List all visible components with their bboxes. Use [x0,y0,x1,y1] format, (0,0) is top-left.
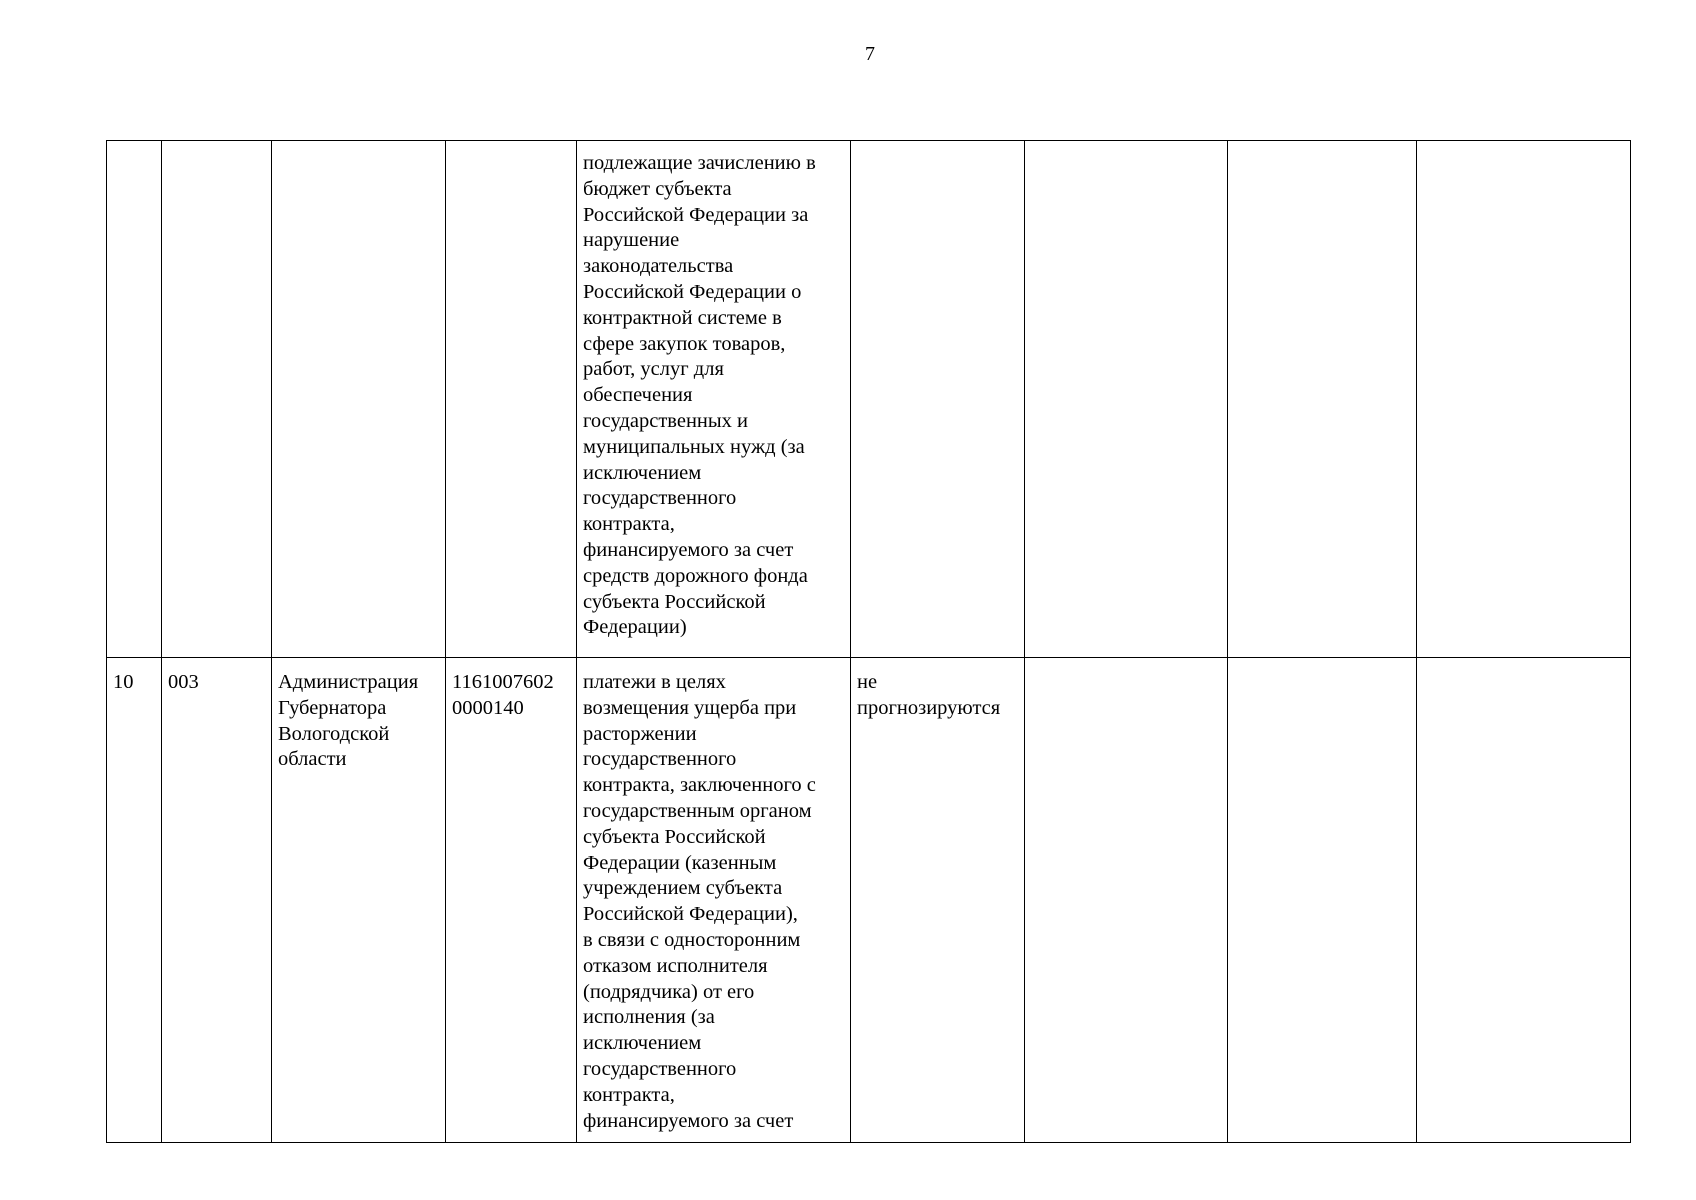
cell-kbk [446,658,577,1143]
cell-administrator [272,658,446,1143]
description-line: платежи в целях [583,671,726,693]
forecast-line: не [857,671,878,693]
administrator-line: области [278,748,347,771]
description-line: сфере закупок товаров, [583,332,786,355]
description-line: муниципальных нужд (за [583,435,805,458]
cell-col7 [1025,141,1228,658]
description-line: Российской Федерации), [583,903,798,926]
cell-kbk [446,141,577,658]
description-line: в связи с односторонним [583,928,801,951]
description-line: контрактной системе в [583,306,782,329]
cell-col8 [1228,141,1417,658]
description-line: финансируемого за счет [583,1109,794,1132]
description-line: возмещения ущерба при [583,696,797,719]
table-row-continuation [107,141,1631,658]
cell-forecast [851,141,1025,658]
forecast-line: прогнозируются [857,696,1001,719]
description-line: государственного [583,487,737,510]
kbk-line: 1161007602 [452,671,554,693]
description-line: контракта, [583,1083,675,1106]
cell-code [162,141,272,658]
administrator-line: Губернатора [278,696,387,719]
description-line: субъекта Российской [583,590,766,613]
table-body [107,141,1631,1143]
kbk-line: 0000140 [452,696,524,719]
description-line: подлежащие зачислению в [583,152,816,174]
description-line: работ, услуг для [583,358,724,381]
description-line: Федерации (казенным [583,851,777,874]
description-line: финансируемого за счет [583,538,794,561]
description-line: исполнения (за [583,1006,715,1029]
description-line: учреждением субъекта [583,877,783,900]
description-line: бюджет субъекта [583,177,732,200]
cell-col8 [1228,658,1417,1143]
description-line: контракта, [583,513,675,536]
cell-col9 [1417,141,1631,658]
page-number: 7 [865,43,875,65]
description-line: Российской Федерации о [583,280,802,303]
cell-col9 [1417,658,1631,1143]
description-line: средств дорожного фонда [583,564,808,587]
description-line: исключением [583,1032,702,1055]
description-line: государственного [583,1057,737,1080]
cell-administrator [272,141,446,658]
description-line: расторжении [583,722,697,745]
cell-col7 [1025,658,1228,1143]
cell-no: 10 [107,658,162,1143]
description-line: государственным органом [583,799,812,822]
cell-description [577,141,851,658]
description-line: обеспечения [583,384,693,407]
description-line: исключением [583,461,702,484]
administrator-line: Вологодской [278,722,390,745]
description-line: законодательства [583,255,734,278]
cell-code: 003 [162,658,272,1143]
description-line: контракта, заключенного с [583,774,816,797]
cell-forecast [851,658,1025,1143]
cell-no [107,141,162,658]
description-line: (подрядчика) от его [583,980,755,1003]
table-row-10 [107,658,1631,1143]
description-line: нарушение [583,229,680,252]
description-line: государственных и [583,409,749,432]
description-line: Российской Федерации за [583,203,809,226]
description-line: государственного [583,748,737,771]
administrator-line: Администрация [278,671,419,693]
description-line: Федерации) [583,616,687,639]
description-line: субъекта Российской [583,825,766,848]
cell-description [577,658,851,1143]
revenue-table [106,140,1631,1143]
description-line: отказом исполнителя [583,954,768,977]
